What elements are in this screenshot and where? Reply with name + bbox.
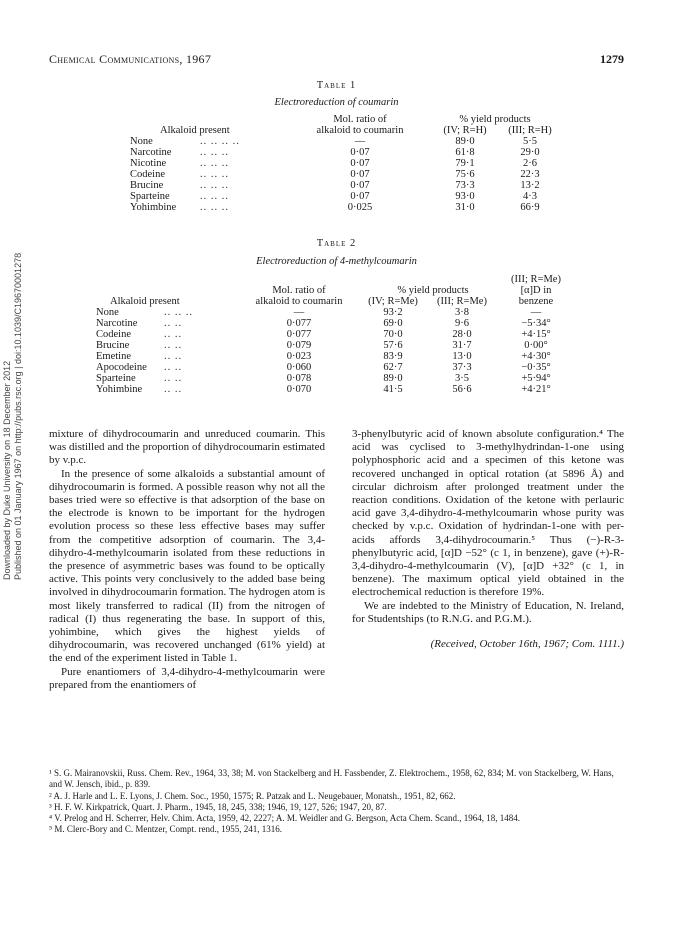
table-row <box>130 191 560 202</box>
table1 <box>130 114 560 213</box>
t2-yield-header: % yield products <box>397 285 469 296</box>
t2-ratio-header-1: Mol. ratio of <box>272 285 326 296</box>
t1-ratio-header-1: Mol. ratio of <box>333 114 387 125</box>
cell-dots: .. .. <box>164 329 183 340</box>
cell-alkaloid: Nicotine <box>130 158 167 169</box>
cell-rot: −5·34° <box>521 318 551 329</box>
cell-rot: +5·94° <box>521 373 551 384</box>
cell-ratio: 0·070 <box>286 384 312 395</box>
cell-iii: 4·3 <box>523 191 537 202</box>
cell-ratio: 0·077 <box>286 329 312 340</box>
cell-ratio: 0·077 <box>286 318 312 329</box>
cell-iii: 5·5 <box>523 136 537 147</box>
table-row <box>130 158 560 169</box>
cell-ratio: 0·023 <box>286 351 312 362</box>
table-row <box>96 329 570 340</box>
cell-iv: 83·9 <box>383 351 403 362</box>
table-row <box>130 136 560 147</box>
cell-iii: 31·7 <box>452 340 472 351</box>
cell-iv: 57·6 <box>383 340 403 351</box>
footnote-2: ² A. J. Harle and L. E. Lyons, J. Chem. Soc., 1950, 1575; R. Patzak and L. Neugebauer, Monatsh., 1951, 82, 662. <box>49 790 456 801</box>
table-row <box>96 384 570 395</box>
cell-alkaloid: Codeine <box>130 169 165 180</box>
cell-iii: 37·3 <box>452 362 472 373</box>
cell-dots: .. .. <box>164 340 183 351</box>
cell-dots: .. .. .. <box>200 169 229 180</box>
cell-iv: 75·6 <box>455 169 475 180</box>
downloaded-notice: Downloaded by Duke University on 18 December 2012 <box>2 360 12 580</box>
cell-alkaloid: Apocodeine <box>96 362 147 373</box>
cell-ratio: 0·07 <box>350 158 370 169</box>
cell-ratio: 0·079 <box>286 340 312 351</box>
cell-dots: .. .. .. <box>200 158 229 169</box>
cell-iv: 93·0 <box>455 191 475 202</box>
cell-ratio: 0·025 <box>347 202 373 213</box>
cell-iv: 62·7 <box>383 362 403 373</box>
cell-rot: 0·00° <box>524 340 548 351</box>
t2-rot-header-3: benzene <box>518 296 554 307</box>
cell-rot: +4·15° <box>521 329 551 340</box>
right-para-1: 3-phenylbutyric acid of known absolute configuration.⁴ The acid was cyclised to 3-methylhydrindan-1-one using polyphosphoric acid and a specimen of this ketone was recovered unchanged in optical rotation (at 5896 Å) and circular dichroism after prolonged treatment under the reaction conditions. Oxidation of the ketone with perlauric acid gave 3,4-dihydro-4-methylcoumarin whose purity was checked by v.p.c. Oxidation of hydrindan-1-one with per-acids affords 3,4-dihydrocoumarin.⁵ Thus (−)-R-3-phenylbutyric acid, [α]D −52° (c 1, in benzene), gave (+)-R-3,4-dihydro-4-methylcoumarin (V), [α]D +32° (c 1, in benzene). The maximum optical yield obtained in the electrochemical reduction is therefore 19%. <box>352 428 624 599</box>
cell-dots: .. .. .. <box>200 191 229 202</box>
table-row <box>130 147 560 158</box>
cell-alkaloid: Emetine <box>96 351 131 362</box>
t2-iv-header: (IV; R=Me) <box>368 296 418 307</box>
cell-alkaloid: Brucine <box>96 340 130 351</box>
t1-iv-header: (IV; R=H) <box>443 125 487 136</box>
cell-dots: .. .. .. .. <box>200 136 240 147</box>
cell-dots: .. .. <box>164 384 183 395</box>
cell-alkaloid: Yohimbine <box>130 202 177 213</box>
cell-ratio: 0·060 <box>286 362 312 373</box>
cell-ratio: — <box>293 307 305 318</box>
table-row <box>130 180 560 191</box>
t2-alkaloid-header: Alkaloid present <box>110 296 180 307</box>
cell-rot: −0·35° <box>521 362 551 373</box>
right-column <box>352 428 624 651</box>
footnotes <box>49 768 624 836</box>
cell-dots: .. .. <box>164 362 183 373</box>
left-column <box>49 428 325 692</box>
t1-yield-header: % yield products <box>459 114 531 125</box>
cell-iii: 56·6 <box>452 384 472 395</box>
cell-dots: .. .. .. <box>200 147 229 158</box>
cell-iii: 66·9 <box>520 202 540 213</box>
table-row <box>96 318 570 329</box>
cell-dots: .. .. <box>164 373 183 384</box>
cell-alkaloid: Brucine <box>130 180 164 191</box>
page-header <box>49 52 624 67</box>
table1-label: Table 1 <box>316 80 357 91</box>
cell-iii: 13·2 <box>520 180 540 191</box>
t2-rot-header-1: (III; R=Me) <box>511 274 561 285</box>
cell-rot: — <box>530 307 542 318</box>
t2-rot-header-2: [α]D in <box>520 285 552 296</box>
left-para-2: In the presence of some alkaloids a substantial amount of dihydrocoumarin is formed. A possible reason why not all the bases tried were so effective is that adsorption of the base on the electrode is known to be important for the hydrogen evolution process so these less effective bases may suffer from the competitive adsorption of coumarin. The 3,4-dihydro-4-methylcoumarin isolated from these reductions in the presence of asymmetric bases was found to be optically active. This points very conclusively to the added base being involved in dihydrocoumarin formation. The hydrogen atom is most likely transferred to radical (II) from the nitrogen of radical (I) thus regenerating the base. In support of this, yohimbine, which gives the highest yields of dihydrocoumarin, was recovered unchanged (61% yield) at the end of the experiment listed in Table 1. <box>49 467 325 665</box>
cell-dots: .. .. <box>164 318 183 329</box>
footnote-3: ³ H. F. W. Kirkpatrick, Quart. J. Pharm., 1945, 18, 245, 338; 1946, 19, 127, 526; 1947, 20, 87. <box>49 801 387 812</box>
t1-iii-header: (III; R=H) <box>508 125 552 136</box>
cell-alkaloid: None <box>130 136 153 147</box>
left-para-3: Pure enantiomers of 3,4-dihydro-4-methylcoumarin were prepared from the enantiomers of <box>49 665 325 691</box>
cell-ratio: 0·078 <box>286 373 312 384</box>
cell-ratio: 0·07 <box>350 169 370 180</box>
cell-alkaloid: Narcotine <box>130 147 172 158</box>
footnote-4: ⁴ V. Prelog and H. Scherrer, Helv. Chim. Acta, 1959, 42, 2227; A. M. Weidler and G. Bergson, Acta Chem. Scand., 1964, 18, 1484. <box>49 813 521 824</box>
cell-iv: 69·0 <box>383 318 403 329</box>
table-row <box>96 307 570 318</box>
table2-label: Table 2 <box>316 238 357 249</box>
cell-dots: .. .. .. <box>200 202 229 213</box>
cell-alkaloid: Sparteine <box>130 191 170 202</box>
cell-ratio: 0·07 <box>350 147 370 158</box>
cell-dots: .. .. .. <box>164 307 193 318</box>
cell-alkaloid: None <box>96 307 119 318</box>
cell-iii: 13·0 <box>452 351 472 362</box>
cell-alkaloid: Sparteine <box>96 373 136 384</box>
cell-dots: .. .. <box>164 351 183 362</box>
cell-iii: 3·8 <box>455 307 469 318</box>
cell-ratio: 0·07 <box>350 180 370 191</box>
cell-iv: 89·0 <box>455 136 475 147</box>
table-row <box>96 362 570 373</box>
cell-iii: 3·5 <box>455 373 469 384</box>
right-para-2: We are indebted to the Ministry of Education, N. Ireland, for Studentships (to R.N.G. and P.G.M.). <box>352 599 624 625</box>
published-notice: Published on 01 January 1967 on http://pubs.rsc.org | doi:10.1039/C19670001278 <box>13 252 23 580</box>
cell-iv: 70·0 <box>383 329 403 340</box>
cell-dots: .. .. .. <box>200 180 229 191</box>
cell-iii: 29·0 <box>520 147 540 158</box>
cell-iii: 2·6 <box>523 158 537 169</box>
cell-alkaloid: Codeine <box>96 329 131 340</box>
table-row <box>96 373 570 384</box>
page-number: 1279 <box>600 52 624 66</box>
cell-ratio: — <box>354 136 366 147</box>
footnote-5: ⁵ M. Clerc-Bory and C. Mentzer, Compt. rend., 1955, 241, 1316. <box>49 824 282 835</box>
t2-ratio-header-2: alkaloid to coumarin <box>255 296 343 307</box>
cell-ratio: 0·07 <box>350 191 370 202</box>
cell-iv: 79·1 <box>455 158 475 169</box>
cell-iii: 28·0 <box>452 329 472 340</box>
cell-alkaloid: Narcotine <box>96 318 138 329</box>
cell-iv: 41·5 <box>383 384 403 395</box>
t1-alkaloid-header: Alkaloid present <box>160 125 230 136</box>
t1-ratio-header-2: alkaloid to coumarin <box>316 125 404 136</box>
table-row <box>130 202 560 213</box>
table-row <box>96 351 570 362</box>
cell-iv: 93·2 <box>383 307 403 318</box>
cell-iv: 73·3 <box>455 180 475 191</box>
cell-rot: +4·30° <box>521 351 551 362</box>
cell-iii: 22·3 <box>520 169 540 180</box>
footnote-1: ¹ S. G. Mairanovskii, Russ. Chem. Rev., 1964, 33, 38; M. von Stackelberg and H. Fassbender, Z. Elektrochem., 1958, 62, 834; M. von Stackelberg, W. Hans, and W. Jensch, ibid., p. 839. <box>49 768 614 790</box>
table-row <box>130 169 560 180</box>
cell-iii: 9·6 <box>455 318 469 329</box>
received-date: (Received, October 16th, 1967; Com. 1111.) <box>430 638 624 651</box>
cell-iv: 31·0 <box>455 202 475 213</box>
cell-alkaloid: Yohimbine <box>96 384 143 395</box>
cell-iv: 61·8 <box>455 147 475 158</box>
table-row <box>96 340 570 351</box>
left-para-1: mixture of dihydrocoumarin and unreduced coumarin. This was distilled and the proportion of dihydrocoumarin estimated by v.p.c. <box>49 428 325 467</box>
table2-title: Electroreduction of 4-methylcoumarin <box>256 256 417 267</box>
t2-iii-header: (III; R=Me) <box>437 296 487 307</box>
table2 <box>96 274 570 395</box>
sidebar-watermark <box>2 140 26 580</box>
cell-rot: +4·21° <box>521 384 551 395</box>
table1-title: Electroreduction of coumarin <box>274 97 399 108</box>
cell-iv: 89·0 <box>383 373 403 384</box>
journal-title: Chemical Communications, 1967 <box>49 52 212 66</box>
